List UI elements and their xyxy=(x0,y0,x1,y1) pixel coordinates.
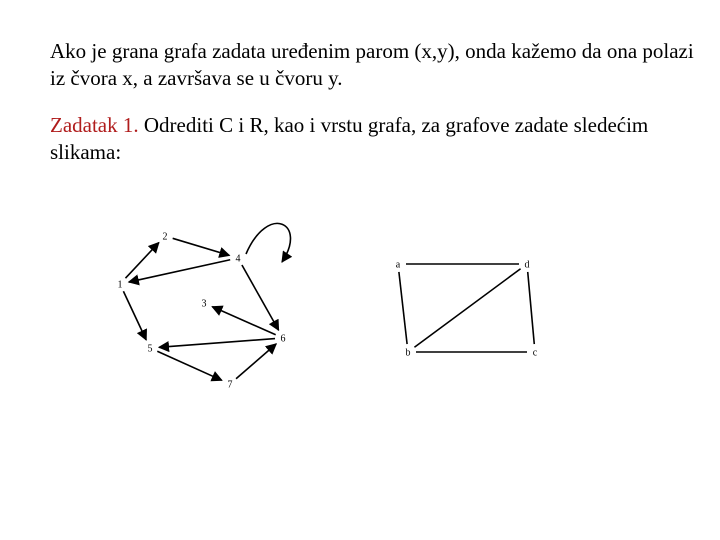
directed-edge-6-5 xyxy=(159,339,275,348)
undirected-node-c: c xyxy=(532,347,538,359)
directed-edge-7-6 xyxy=(236,344,276,379)
directed-node-3: 3 xyxy=(201,298,207,310)
directed-edge-2-4 xyxy=(173,238,230,255)
undirected-node-a: a xyxy=(395,259,401,271)
directed-edge-1-5 xyxy=(123,291,146,340)
directed-edge-4-6 xyxy=(242,265,279,330)
task-text: Odrediti C i R, kao i vrstu grafa, za grafove zadate sledećim slikama: xyxy=(50,113,649,164)
directed-node-1: 1 xyxy=(117,279,123,291)
directed-node-7: 7 xyxy=(227,379,233,391)
directed-edge-6-3 xyxy=(212,307,275,335)
directed-node-6: 6 xyxy=(280,333,286,345)
undirected-edge-b-d xyxy=(414,269,520,347)
directed-node-2: 2 xyxy=(162,231,168,243)
directed-edge-4-1 xyxy=(129,260,230,282)
undirected-graph xyxy=(396,260,538,359)
undirected-edge-d-c xyxy=(528,272,535,344)
directed-edge-1-2 xyxy=(125,243,158,279)
directed-node-5: 5 xyxy=(147,343,153,355)
undirected-node-b: b xyxy=(405,347,411,359)
directed-node-4: 4 xyxy=(235,253,241,265)
directed-edge-loop-4 xyxy=(246,223,290,262)
undirected-edge-a-b xyxy=(399,272,407,344)
undirected-node-d: d xyxy=(524,259,530,271)
task-label: Zadatak 1. xyxy=(50,113,139,137)
directed-graph xyxy=(118,223,291,390)
intro-text: Ako je grana grafa zadata uređenim parom (x,y), onda kažemo da ona polazi iz čvora x, a završava se u čvoru y. xyxy=(50,39,694,90)
directed-edge-5-7 xyxy=(157,351,221,380)
